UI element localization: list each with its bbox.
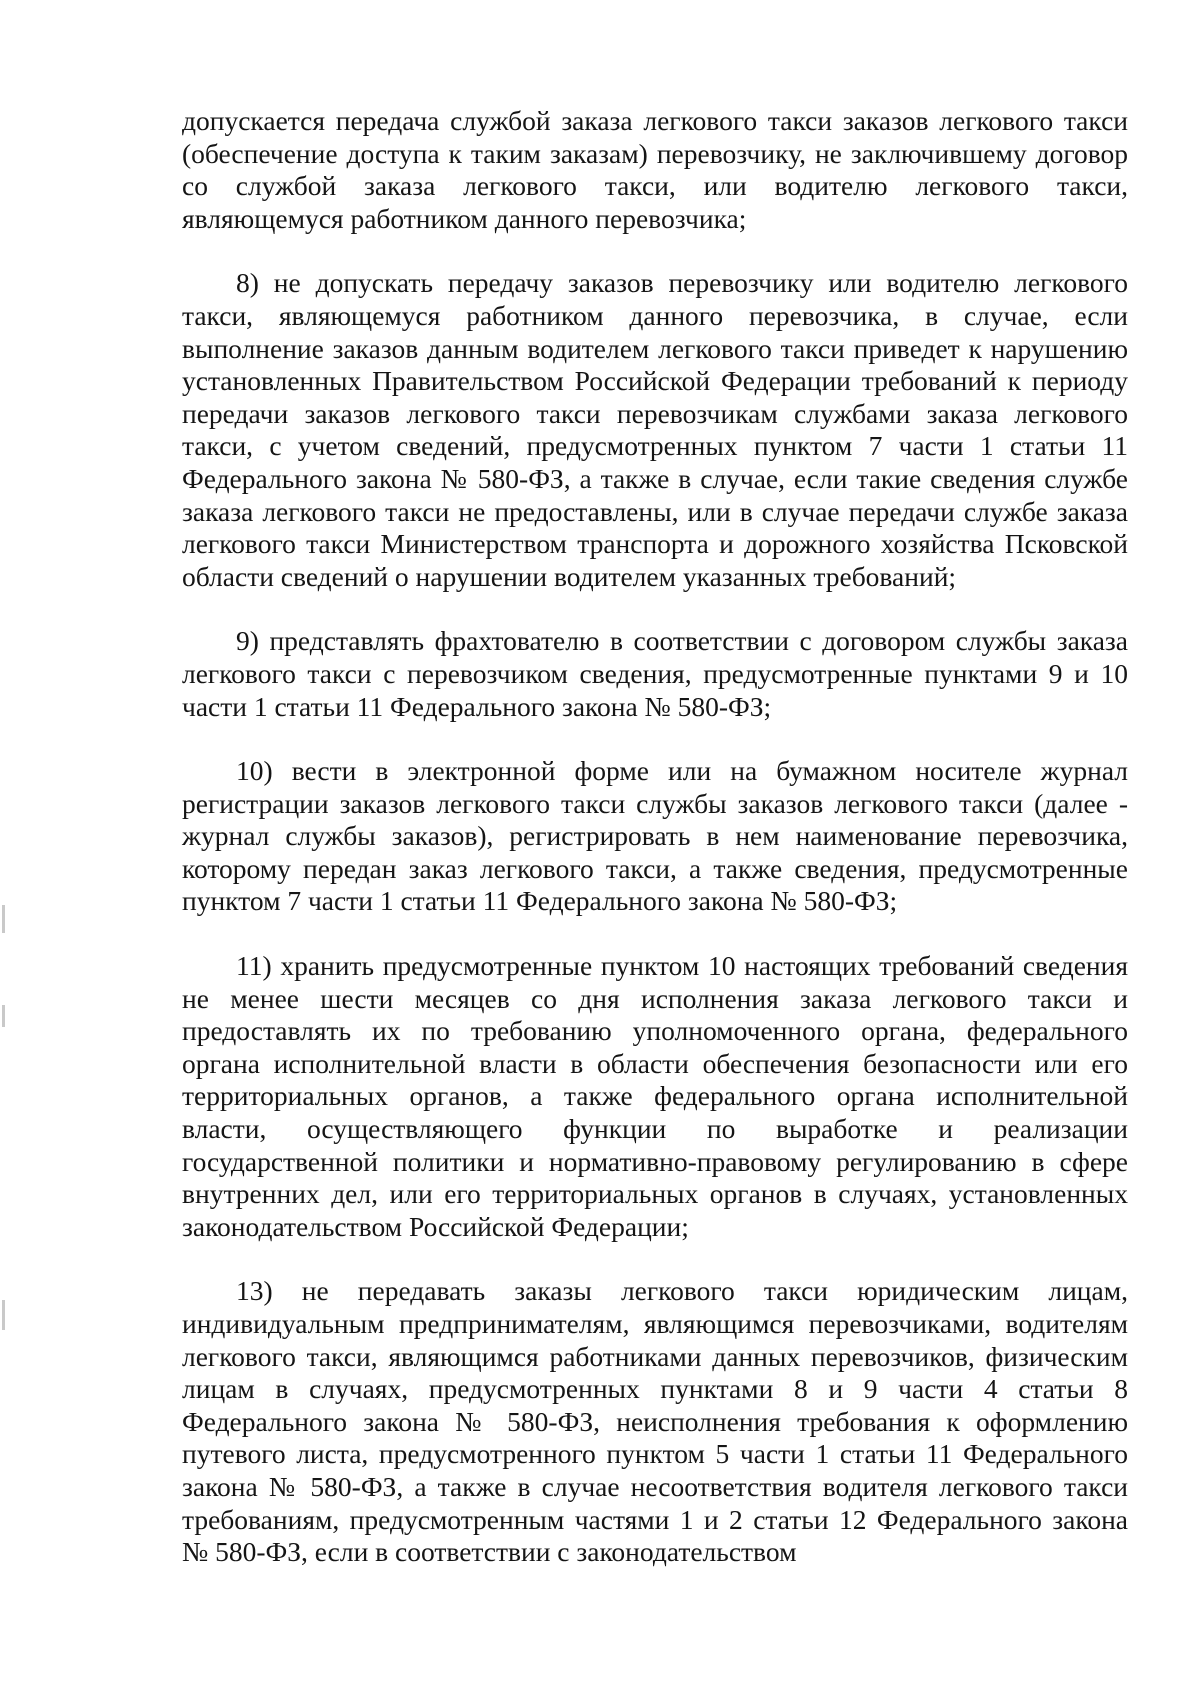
- paragraph-item-11: 11) хранить предусмотренные пунктом 10 настоящих требований сведения не менее шести месяцев со дня исполнения заказа легкового такси и предоставлять их по требованию уполномоченного органа, федерального органа исполнительной власти в области обеспечения безопасности или его территориальных органов, а также федерального органа исполнительной власти, осуществляющего функции по выработке и реализации государственной политики и нормативно-правовому регулированию в сфере внутренних дел, или его территориальных органов в случаях, установленных законодательством Российской Федерации;: [182, 950, 1128, 1242]
- paragraph-item-8: 8) не допускать передачу заказов перевозчику или водителю легкового такси, являющемуся работником данного перевозчика, в случае, если выполнение заказов данным водителем легкового такси приведет к нарушению установленных Правительством Российской Федерации требований к периоду передачи заказов легкового такси перевозчикам службами заказа легкового такси, с учетом сведений, предусмотренных пунктом 7 части 1 статьи 11 Федерального закона № 580-ФЗ, а также в случае, если такие сведения службе заказа легкового такси не предоставлены, или в случае передачи службе заказа легкового такси Министерством транспорта и дорожного хозяйства Псковской области сведений о нарушении водителем указанных требований;: [182, 267, 1128, 592]
- paragraph-item-10: 10) вести в электронной форме или на бумажном носителе журнал регистрации заказов легкового такси службы заказов легкового такси (далее - журнал службы заказов), регистрировать в нем наименование перевозчика, которому передан заказ легкового такси, а также сведения, предусмотренные пунктом 7 части 1 статьи 11 Федерального закона № 580-ФЗ;: [182, 755, 1128, 917]
- paragraph-item-9: 9) представлять фрахтователю в соответствии с договором службы заказа легкового такси с перевозчиком сведения, предусмотренные пунктами 9 и 10 части 1 статьи 11 Федерального закона № 580-ФЗ;: [182, 625, 1128, 722]
- paragraph-continuation: допускается передача службой заказа легкового такси заказов легкового такси (обеспечение доступа к таким заказам) перевозчику, не заключившему договор со службой заказа легкового такси, или водителю легкового такси, являющемуся работником данного перевозчика;: [182, 105, 1128, 234]
- scan-artifact: [2, 1300, 5, 1330]
- document-body: [182, 105, 1128, 1569]
- scan-artifact: [2, 905, 5, 933]
- scan-artifact: [2, 1005, 5, 1027]
- paragraph-item-13: 13) не передавать заказы легкового такси юридическим лицам, индивидуальным предпринимателям, являющимся перевозчиками, водителям легкового такси, являющимся работниками данных перевозчиков, физическим лицам в случаях, предусмотренных пунктами 8 и 9 части 4 статьи 8 Федерального закона № 580-ФЗ, неисполнения требования к оформлению путевого листа, предусмотренного пунктом 5 части 1 статьи 11 Федерального закона № 580-ФЗ, а также в случае несоответствия водителя легкового такси требованиям, предусмотренным частями 1 и 2 статьи 12 Федерального закона № 580-ФЗ, если в соответствии с законодательством: [182, 1275, 1128, 1568]
